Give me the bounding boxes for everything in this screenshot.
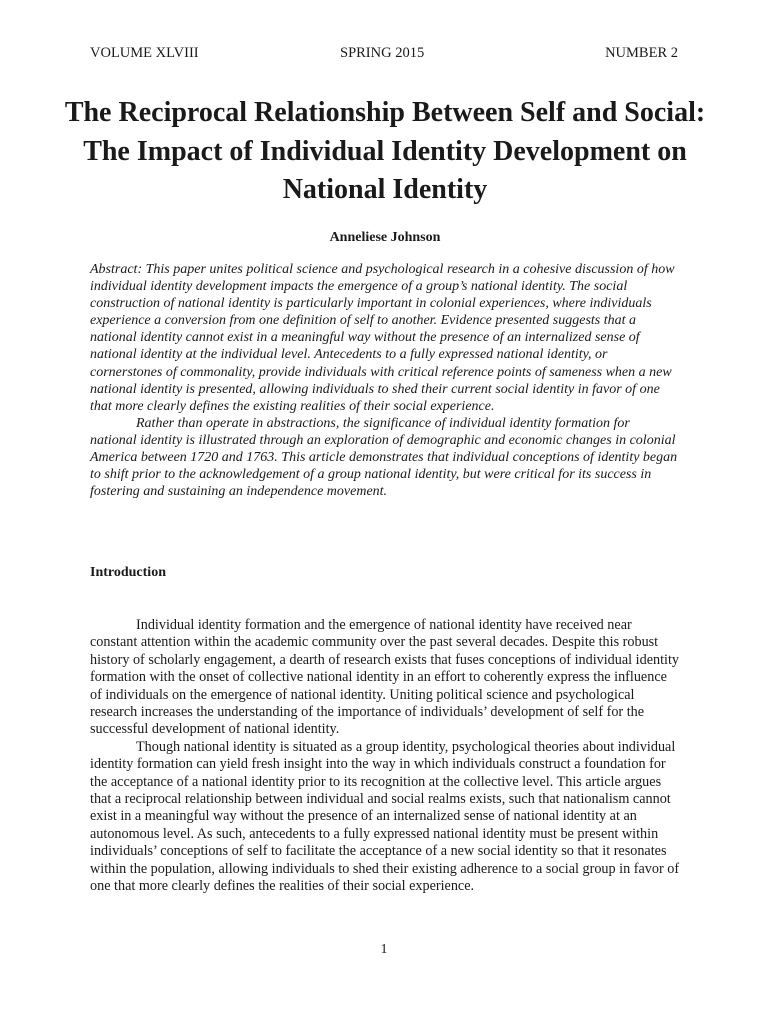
body-paragraph-1: Individual identity formation and the emergence of national identity have received near constant attention within the academic community over the past several decades. Despite this robust history of scholarly engagement, a dearth of research exists that fuses conceptions of individual identity formation with the onset of collective national identity in an effort to coherently express the influence of individuals on the emergence of national identity. Uniting political science and psychological research increases the understanding of the importance of individuals’ development of self for the successful development of national identity.	[90, 617, 680, 738]
abstract	[90, 261, 678, 500]
abstract-text-1: This paper unites political science and psychological research in a cohesive discussion of how individual identity development impacts the emergence of a group’s national identity. The social construction of national identity is particularly important in colonial experiences, where individuals experience a conversion from one definition of self to another. Evidence presented suggests that a national identity cannot exist in a meaningful way without the presence of an internalized sense of national identity at the individual level. Antecedents to a fully expressed national identity, or cornerstones of commonality, provide individuals with critical reference points of sameness when a new national identity is presented, allowing individuals to shed their current social identity in favor of one that more clearly defines the existing realities of their social experience.	[90, 262, 675, 414]
body-text	[90, 617, 680, 896]
abstract-paragraph-1	[90, 261, 678, 415]
header-volume: VOLUME XLVIII	[90, 45, 199, 61]
section-heading-introduction: Introduction	[90, 565, 166, 580]
abstract-paragraph-2: Rather than operate in abstractions, the significance of individual identity formation for national identity is illustrated through an exploration of demographic and economic changes in colonial America between 1720 and 1763. This article demonstrates that individual conceptions of identity began to shift prior to the acknowledgement of a group national identity, but were critical for its success in fostering and sustaining an independence movement.	[90, 415, 678, 500]
header-number: NUMBER 2	[605, 45, 678, 61]
author-name: Anneliese Johnson	[329, 230, 441, 245]
body-paragraph-2: Though national identity is situated as a group identity, psychological theories about individual identity formation can yield fresh insight into the way in which individuals construct a foundation for the acceptance of a national identity prior to its recognition at the collective level. This article argues that a reciprocal relationship between individual and social realms exists, such that nationalism cannot exist in a meaningful way without the presence of an internalized sense of national identity at an autonomous level. As such, antecedents to a fully expressed national identity must be present within individuals’ conceptions of self to facilitate the acceptance of a new social identity so that it resonates within the population, allowing individuals to shed their existing adherence to a social group in favor of one that more clearly defines the realities of their social experience.	[90, 738, 680, 895]
page-number: 1	[380, 942, 388, 957]
running-header	[90, 45, 680, 65]
abstract-label: Abstract:	[90, 262, 143, 277]
article-title: The Reciprocal Relationship Between Self and Social: The Impact of Individual Identity Development on National Identity	[64, 97, 706, 205]
header-season: SPRING 2015	[340, 45, 425, 61]
